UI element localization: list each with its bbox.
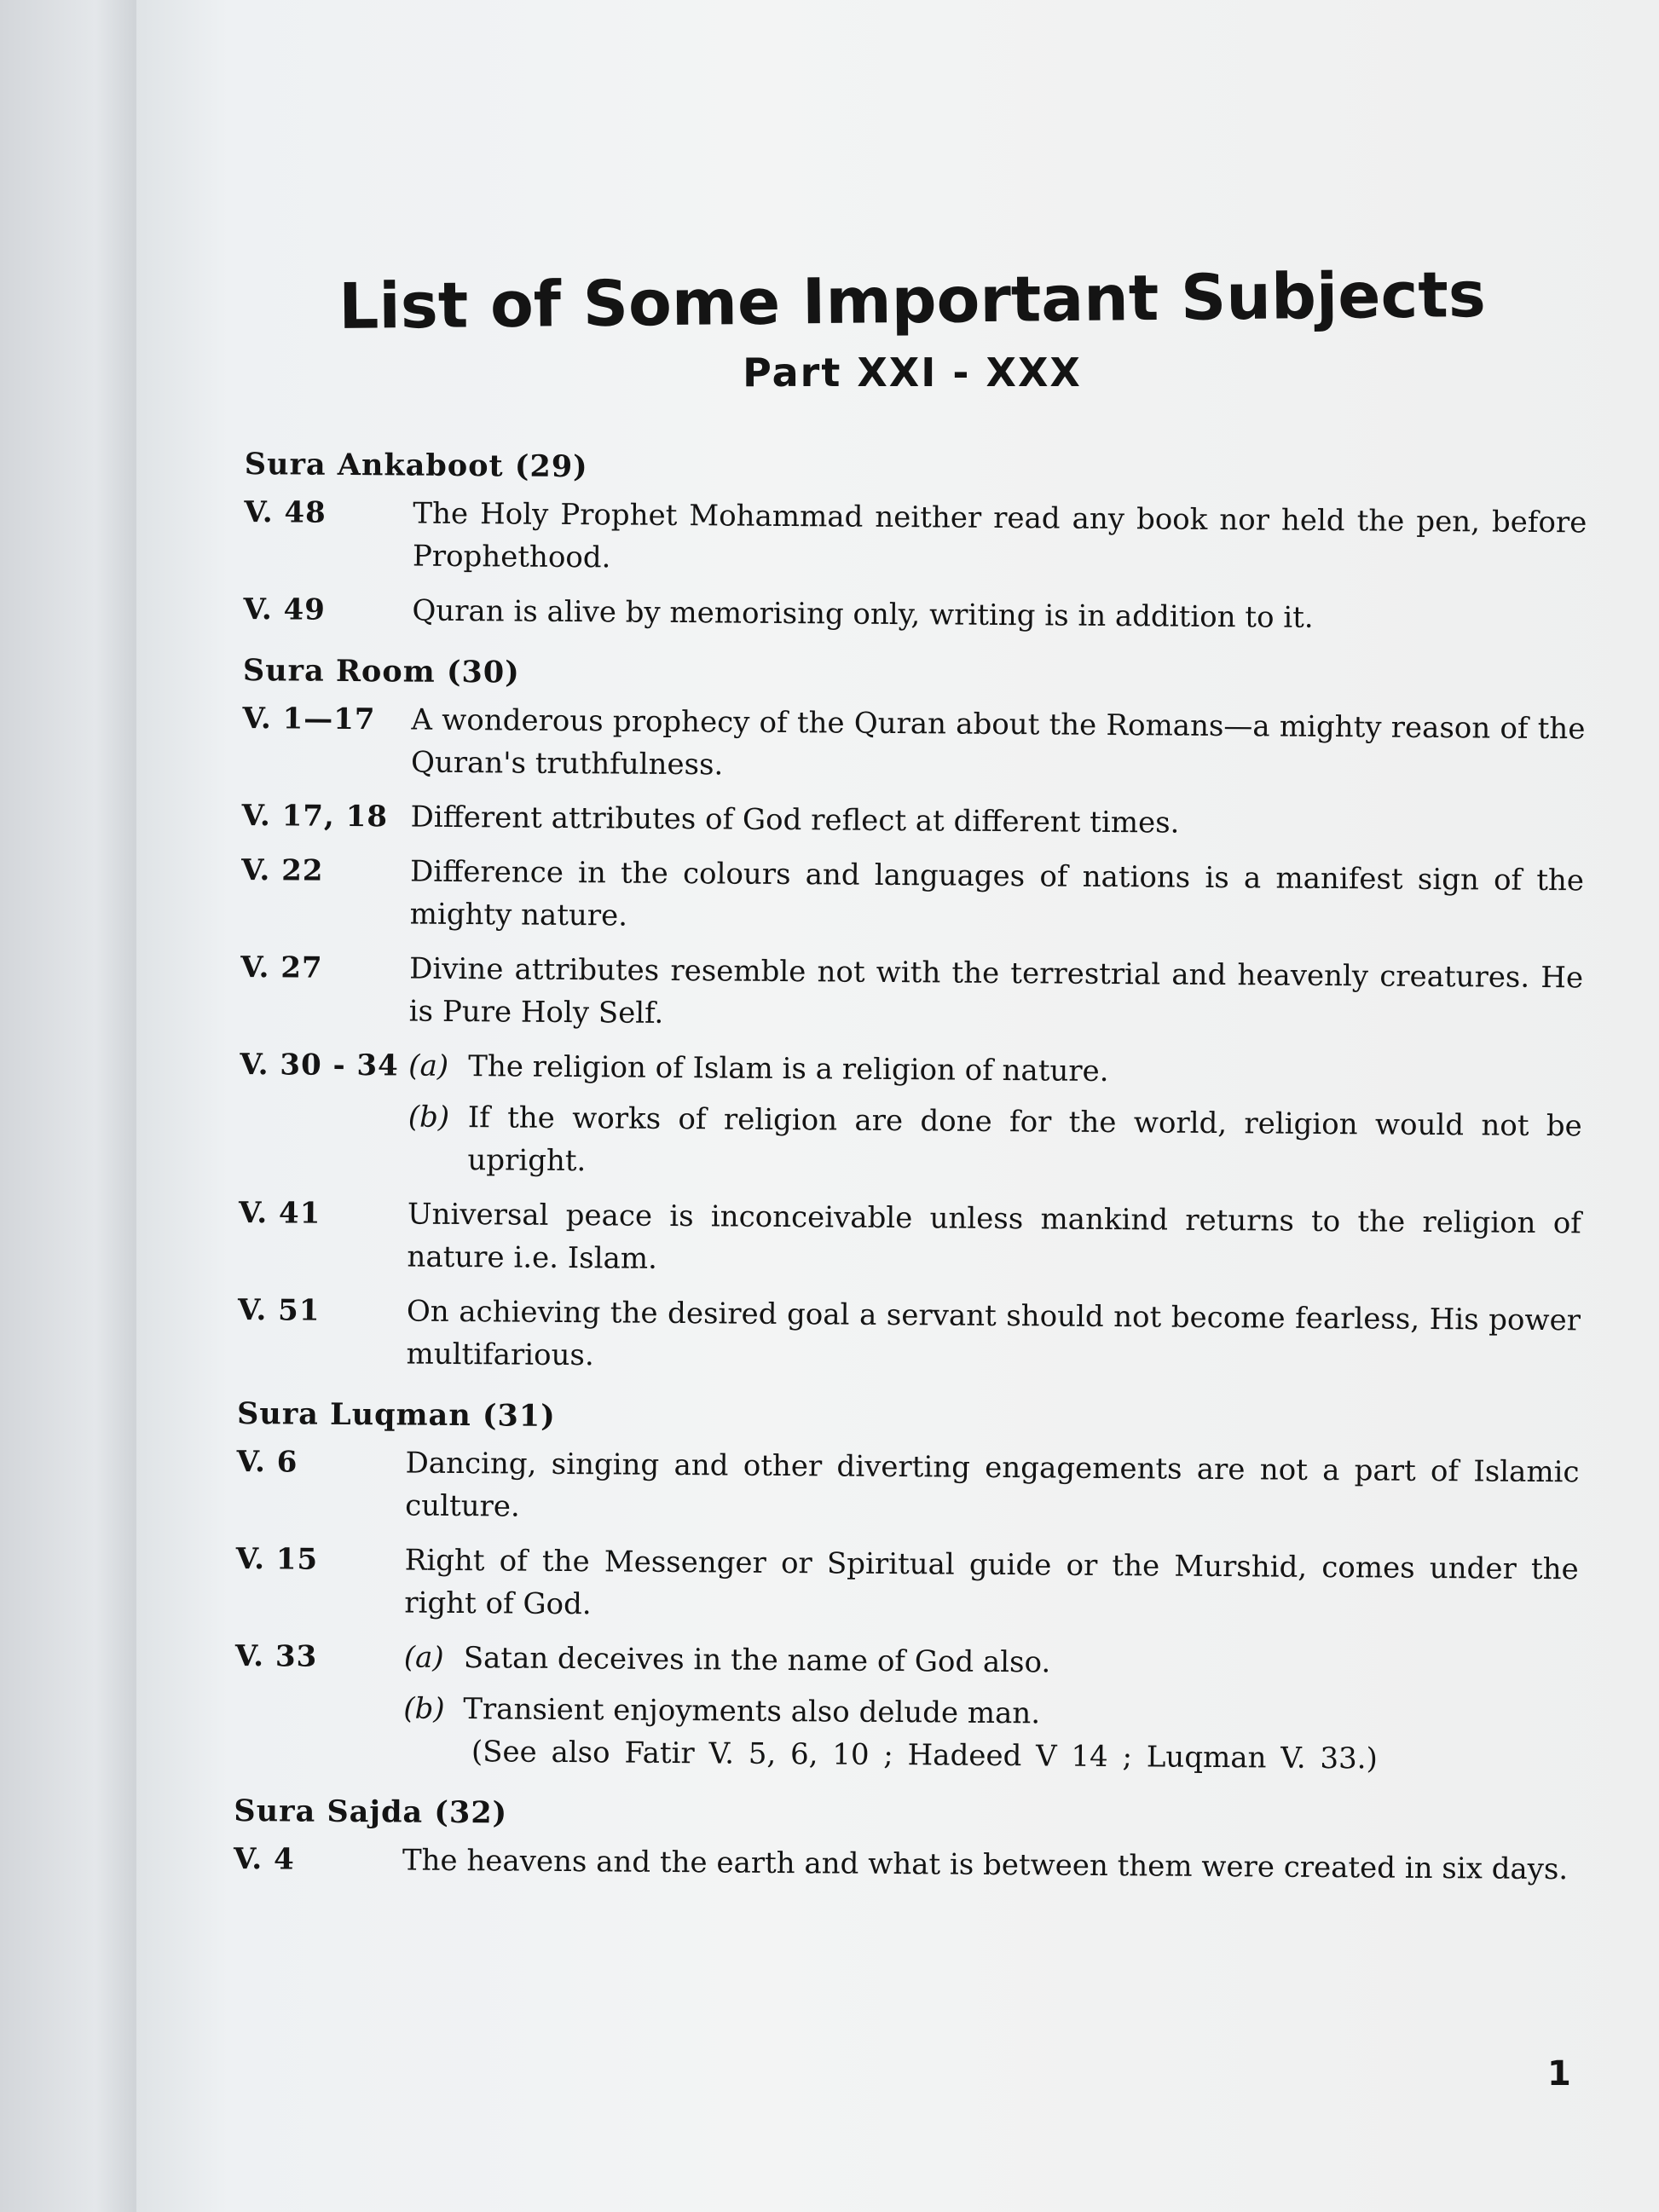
verse-ref: V. 6: [236, 1444, 298, 1480]
sub-item-label: (b): [403, 1691, 445, 1726]
list-item: [234, 1838, 1576, 1891]
list-item: [244, 491, 1587, 586]
sub-item-text: The religion of Islam is a religion of nature.: [468, 1049, 1109, 1089]
list-item: [236, 1441, 1580, 1536]
verse-ref: V. 30 - 34: [240, 1047, 399, 1083]
verse-ref: V. 49: [243, 592, 327, 627]
list-item: [239, 1043, 1582, 1190]
verse-ref: V. 33: [234, 1638, 318, 1674]
page-subtitle: Part XXI - XXX: [743, 349, 1082, 396]
list-item: [241, 794, 1584, 847]
verse-ref: V. 48: [244, 494, 327, 530]
list-item: [238, 1192, 1581, 1287]
subject-subitems: [408, 1045, 1582, 1191]
subject-text: Different attributes of God reflect at different times.: [410, 800, 1180, 840]
list-item: [237, 1289, 1581, 1384]
page-number: 1: [1547, 2054, 1571, 2094]
list-item: [240, 849, 1584, 944]
subject-text: On achieving the desired goal a servant should not become fearless, His power multifarious.: [406, 1294, 1581, 1373]
list-item: [243, 588, 1586, 641]
subject-subitems: [403, 1637, 1578, 1782]
verse-ref: V. 41: [238, 1195, 321, 1231]
subject-text: Divine attributes resemble not with the terrestrial and heavenly creatures. He is Pure Holy Self.: [408, 951, 1584, 1031]
verse-ref: V. 4: [233, 1841, 295, 1877]
section-heading: Sura Ankaboot (29): [244, 446, 588, 485]
sub-item-label: (a): [403, 1640, 444, 1675]
sub-item-text: If the works of religion are done for the world, religion would not be upright.: [467, 1100, 1582, 1179]
subject-text: Right of the Messenger or Spiritual guide or the Murshid, comes under the right of God.: [404, 1543, 1579, 1622]
sub-item: [408, 1096, 1582, 1191]
book-spine: [0, 0, 136, 2212]
subject-text: Quran is alive by memorising only, writing is in addition to it.: [412, 593, 1314, 635]
subject-text: The heavens and the earth and what is between them were created in six days.: [402, 1843, 1569, 1887]
sub-item-label: (a): [408, 1048, 449, 1083]
page-title: List of Some Important Subjects: [338, 257, 1487, 344]
list-item: [235, 1538, 1579, 1633]
list-item: [240, 946, 1584, 1042]
verse-ref: V. 22: [240, 852, 324, 888]
section-heading: Sura Sajda (32): [234, 1793, 508, 1831]
verse-ref: V. 51: [237, 1292, 321, 1328]
subject-text: A wonderous prophecy of the Quran about the Romans—a mighty reason of the Quran's truthfulness.: [410, 702, 1586, 783]
subject-text: Universal peace is inconceivable unless mankind returns to the religion of nature i.e. Islam.: [407, 1197, 1582, 1276]
sub-item: [404, 1637, 1578, 1689]
verse-ref: V. 27: [240, 950, 323, 985]
verse-ref: V. 15: [235, 1541, 319, 1577]
subject-text: Dancing, singing and other diverting engagements are not a part of Islamic culture.: [405, 1446, 1580, 1524]
sub-item-text: Satan deceives in the name of God also.: [463, 1641, 1051, 1680]
verse-ref: V. 1—17: [242, 701, 376, 737]
subject-text: The Holy Prophet Mohammad neither read any book nor held the pen, before Prophethood.: [412, 496, 1587, 575]
subject-text: Difference in the colours and languages of nations is a manifest sign of the mighty nature.: [409, 854, 1585, 933]
list-item: [234, 1635, 1578, 1782]
section-heading: Sura Room (30): [242, 652, 520, 690]
list-item: [242, 697, 1586, 793]
section-heading: Sura Luqman (31): [236, 1395, 556, 1434]
sub-item: [408, 1045, 1582, 1097]
verse-ref: V. 17, 18: [241, 798, 389, 835]
sub-item-label: (b): [408, 1100, 450, 1135]
sub-item-text: Transient enjoyments also delude man.: [463, 1692, 1041, 1731]
cross-reference: (See also Fatir V. 5, 6, 10 ; Hadeed V 14 ; Luqman V. 33.): [471, 1735, 1378, 1776]
subject-list: [234, 443, 1587, 1903]
